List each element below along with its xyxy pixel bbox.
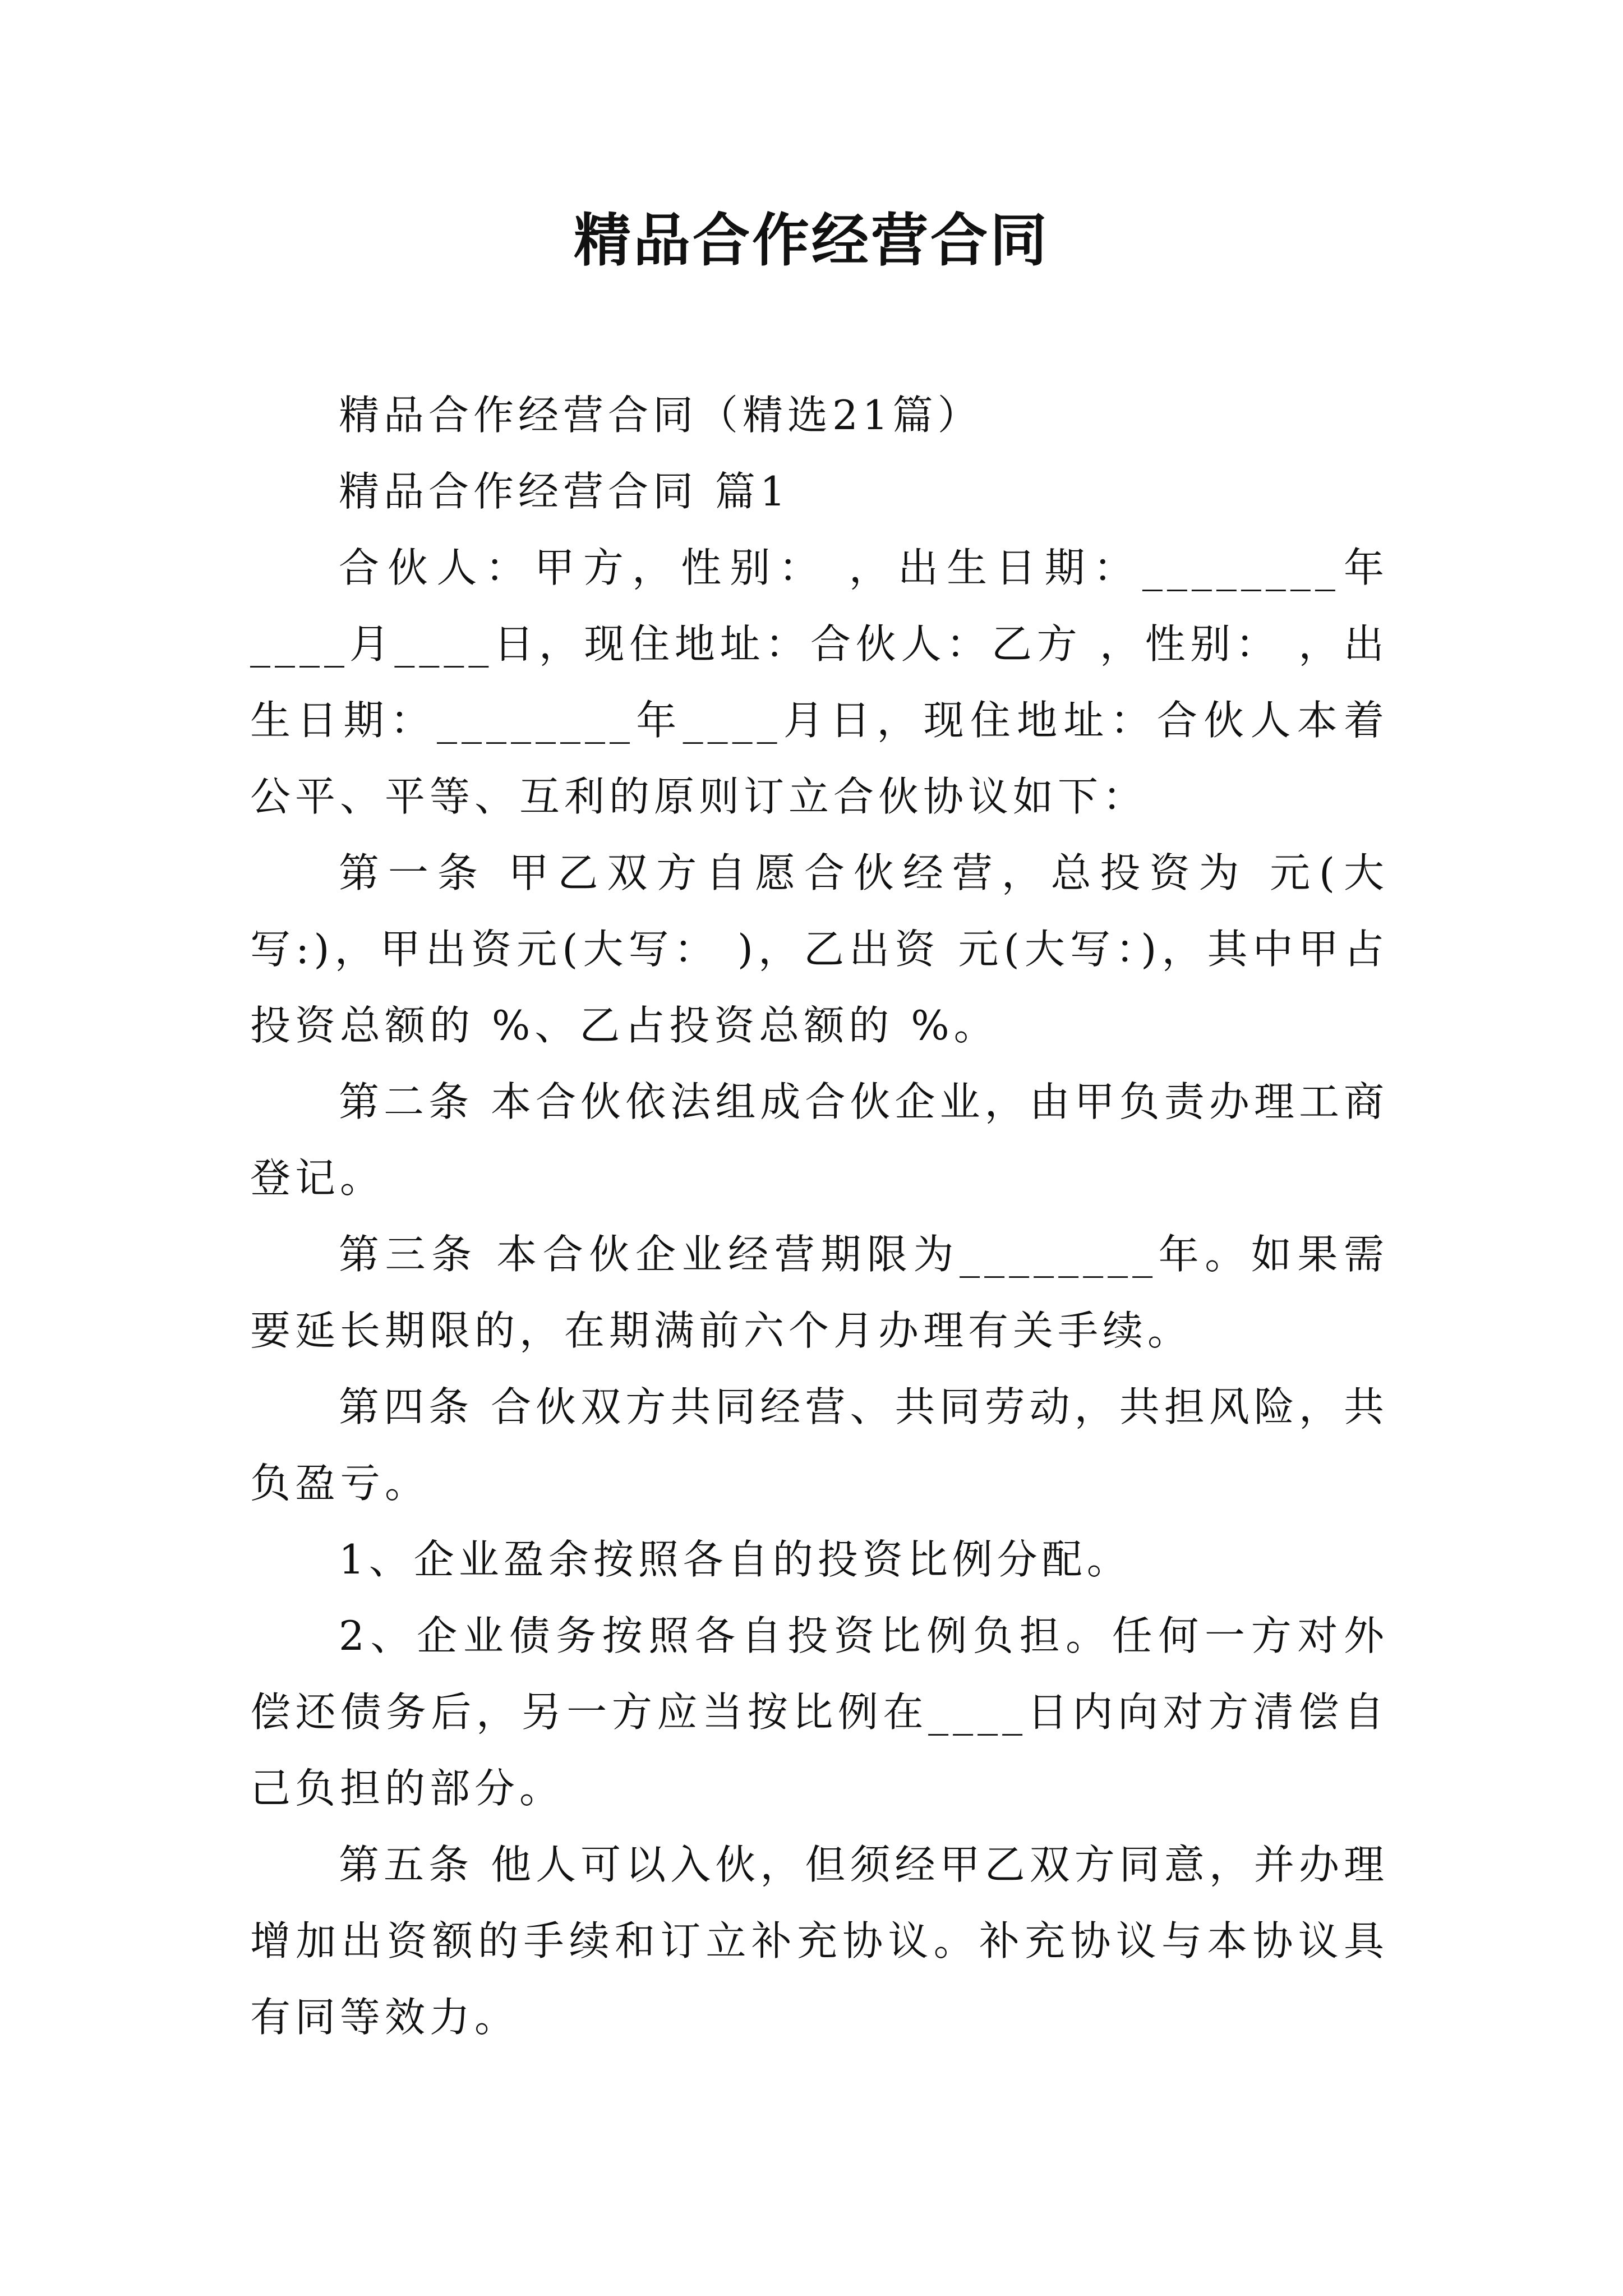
document-title: 精品合作经营合同 bbox=[574, 208, 1049, 274]
paragraph-partners: 合伙人：甲方，性别： ，出生日期：________年____月____日，现住地址：合伙人：乙方 ，性别： ，出生日期：________年____月日，现住地址：合伙人本着公平、平等、互利的原则订立合伙协议如下： bbox=[250, 544, 1389, 820]
paragraph-article-3: 第三条 本合伙企业经营期限为________年。如果需要延长期限的，在期满前六个月办理有关手续。 bbox=[250, 1231, 1389, 1354]
paragraph-article-2: 第二条 本合伙依法组成合伙企业，由甲负责办理工商登记。 bbox=[250, 1078, 1389, 1202]
paragraph-article-5: 第五条 他人可以入伙，但须经甲乙双方同意，并办理增加出资额的手续和订立补充协议。补充协议与本协议具有同等效力。 bbox=[250, 1841, 1389, 2041]
paragraph-item-1: 1、企业盈余按照各自的投资比例分配。 bbox=[339, 1536, 1132, 1583]
paragraph-section-heading: 精品合作经营合同 篇1 bbox=[339, 468, 790, 515]
paragraph-item-2: 2、企业债务按照各自投资比例负担。任何一方对外偿还债务后，另一方应当按比例在____日内向对方清偿自己负担的部分。 bbox=[250, 1612, 1389, 1812]
paragraph-subtitle: 精品合作经营合同（精选21篇） bbox=[339, 392, 983, 439]
document-body bbox=[250, 377, 1389, 2055]
paragraph-article-1: 第一条 甲乙双方自愿合伙经营，总投资为 元(大写:)，甲出资元(大写： )，乙出资 元(大写：)，其中甲占投资总额的 %、乙占投资总额的 %。 bbox=[250, 849, 1389, 1049]
paragraph-article-4: 第四条 合伙双方共同经营、共同劳动，共担风险，共负盈亏。 bbox=[250, 1383, 1389, 1507]
